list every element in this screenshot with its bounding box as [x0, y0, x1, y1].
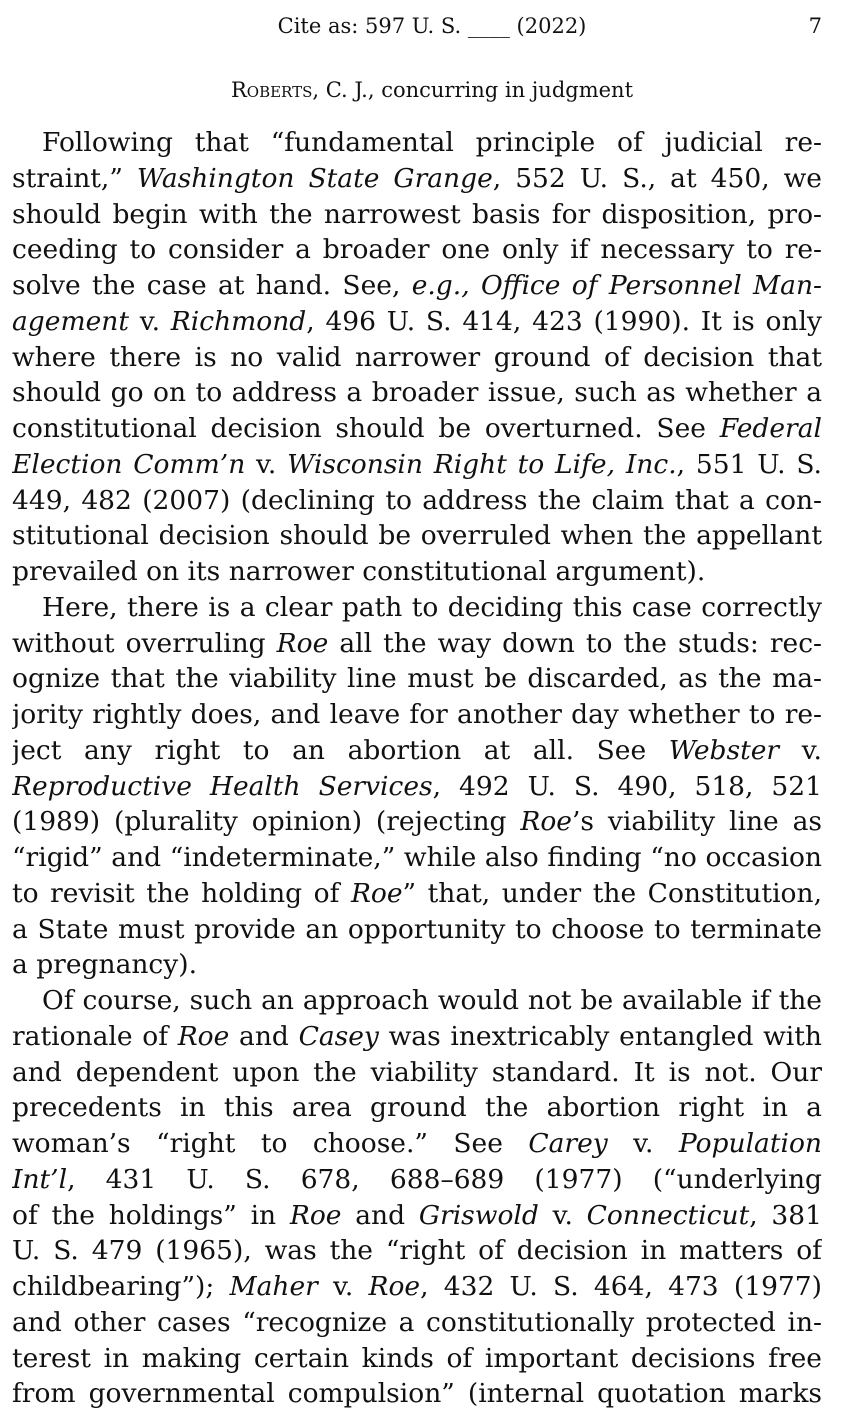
text-segment: stitutional decision should be overruled when the appellant	[12, 520, 822, 552]
text-line	[12, 304, 822, 340]
text-line	[12, 769, 822, 805]
citation-header: Cite as: 597 U. S. ____ (2022)	[277, 14, 587, 38]
text-segment: , 492 U. S. 490, 518, 521	[432, 770, 822, 802]
running-header	[0, 14, 864, 42]
text-line	[12, 1233, 822, 1269]
text-segment: ’s viability line as	[571, 806, 822, 838]
text-segment: v.	[317, 1271, 369, 1302]
italic-text: Roe	[276, 627, 329, 659]
text-segment: , 432 U. S. 464, 473 (1977)	[420, 1271, 822, 1302]
italic-text: Washington State Grange	[136, 162, 493, 194]
text-segment: jority rightly does, and leave for another day whether to re-	[12, 699, 822, 730]
text-segment: should begin with the narrowest basis for disposition, pro-	[12, 198, 822, 230]
text-segment: , 381	[749, 1199, 822, 1231]
italic-text: Roe	[520, 806, 572, 838]
italic-text: Reproductive Health Services	[12, 770, 433, 802]
text-segment: to revisit the holding of	[12, 877, 351, 909]
author-name: Roberts	[230, 78, 313, 102]
opinion-type: , C. J., concurring in judgment	[312, 78, 634, 102]
text-segment: , 431 U. S. 678, 688–689 (1977) (“underlying	[67, 1163, 822, 1195]
text-line	[12, 1341, 822, 1377]
italic-text: Richmond	[170, 305, 307, 337]
page-number: 7	[808, 14, 822, 38]
text-segment: “rigid” and “indeterminate,” while also finding “no occasion	[12, 842, 822, 873]
text-segment: v.	[607, 1128, 679, 1159]
text-line	[12, 876, 822, 912]
text-line	[12, 947, 822, 983]
italic-text: Connecticut	[586, 1199, 750, 1231]
text-segment: rationale of	[12, 1020, 178, 1052]
text-line	[12, 1019, 822, 1055]
text-segment: without overruling	[12, 627, 277, 659]
text-line	[12, 268, 822, 304]
italic-text: Griswold	[418, 1199, 539, 1231]
text-segment: precedents in this area ground the abortion right in a	[12, 1092, 822, 1124]
text-line	[12, 1055, 822, 1091]
text-segment: v.	[128, 305, 171, 337]
italic-text: Roe	[289, 1199, 342, 1231]
text-segment: 449, 482 (2007) (declining to address the claim that a con-	[12, 484, 822, 516]
text-line	[12, 1269, 822, 1305]
text-segment: , 552 U. S., at 450, we	[492, 162, 822, 194]
text-line	[12, 375, 822, 411]
text-segment: was inextricably entangled with	[378, 1020, 822, 1052]
text-segment: prevailed on its narrower constitutional argument).	[12, 556, 706, 587]
text-segment: and	[341, 1199, 419, 1231]
text-line	[12, 232, 822, 268]
text-segment: v.	[779, 734, 822, 766]
text-segment: constitutional decision should be overturned. See	[12, 413, 720, 444]
text-segment: woman’s “right to choose.” See	[12, 1128, 529, 1159]
text-segment: U. S. 479 (1965), was the “right of decision in matters of	[12, 1235, 822, 1267]
text-line	[12, 590, 822, 626]
text-segment: (1989) (plurality opinion) (rejecting	[12, 806, 521, 838]
text-segment: Of course, such an approach would not be available if the	[42, 985, 822, 1016]
text-segment: and	[229, 1020, 299, 1052]
text-segment: v.	[245, 448, 288, 480]
text-segment: ject any right to an abortion at all. See	[12, 734, 669, 766]
text-line	[12, 447, 822, 483]
text-segment: ceeding to consider a broader one only if necessary to re-	[12, 234, 822, 266]
text-line	[12, 197, 822, 233]
italic-text: Election Comm’n	[12, 448, 246, 480]
italic-text: Int’l	[12, 1163, 68, 1195]
italic-text: e.g., Office of Personnel Man-	[411, 270, 822, 301]
text-line	[12, 1305, 822, 1341]
text-line	[12, 411, 822, 447]
text-line	[12, 554, 822, 590]
text-segment: , 551 U. S.	[676, 448, 822, 480]
text-segment: childbearing”);	[12, 1271, 230, 1302]
text-line	[12, 840, 822, 876]
italic-text: Roe	[177, 1020, 230, 1052]
text-line	[12, 626, 822, 662]
text-segment: , 496 U. S. 414, 423 (1990). It is only	[306, 305, 822, 337]
text-segment: a pregnancy).	[12, 949, 198, 981]
text-line	[12, 1162, 822, 1198]
text-line	[12, 733, 822, 769]
text-segment: v.	[538, 1199, 587, 1231]
italic-text: Roe	[350, 877, 403, 909]
text-line	[12, 161, 822, 197]
italic-text: Webster	[668, 734, 780, 766]
italic-text: Casey	[298, 1020, 379, 1052]
text-segment: from governmental compulsion” (internal quotation marks	[12, 1378, 822, 1410]
text-line	[12, 912, 822, 948]
text-line	[12, 518, 822, 554]
text-segment: terest in making certain kinds of important decisions free	[12, 1342, 822, 1374]
text-line	[12, 804, 822, 840]
text-segment: and other cases “recognize a constitutionally protected in-	[12, 1306, 822, 1338]
text-line	[12, 697, 822, 733]
italic-text: Federal	[719, 413, 822, 444]
text-segment: Following that “fundamental principle of judicial re-	[42, 127, 822, 158]
text-line	[12, 661, 822, 697]
text-segment: all the way down to the studs: rec-	[328, 627, 822, 659]
text-segment: a State must provide an opportunity to choose to terminate	[12, 913, 822, 945]
italic-text: Population	[678, 1128, 822, 1159]
italic-text: Roe	[368, 1271, 421, 1302]
opinion-author-line	[0, 78, 864, 102]
text-segment: ognize that the viability line must be discarded, as the ma-	[12, 663, 822, 695]
text-line	[12, 125, 822, 161]
text-line	[12, 983, 822, 1019]
text-line	[12, 1126, 822, 1162]
text-line	[12, 1090, 822, 1126]
text-segment: and dependent upon the viability standard. It is not. Our	[12, 1056, 822, 1088]
italic-text: Carey	[528, 1128, 608, 1159]
text-segment: solve the case at hand. See,	[12, 270, 412, 301]
text-segment: of the holdings” in	[12, 1199, 290, 1231]
text-line	[12, 483, 822, 519]
text-segment: Here, there is a clear path to deciding this case correctly	[42, 591, 822, 623]
text-segment: ” that, under the Constitution,	[402, 877, 822, 909]
text-line	[12, 1198, 822, 1234]
text-segment: straint,”	[12, 162, 137, 194]
text-segment: should go on to address a broader issue, such as whether a	[12, 377, 822, 409]
text-line	[12, 340, 822, 376]
text-segment: where there is no valid narrower ground of decision that	[12, 341, 822, 373]
opinion-body	[12, 125, 822, 1412]
italic-text: Wisconsin Right to Life, Inc.	[287, 448, 677, 480]
italic-text: Maher	[229, 1271, 318, 1302]
italic-text: agement	[12, 305, 129, 337]
text-line	[12, 1376, 822, 1412]
